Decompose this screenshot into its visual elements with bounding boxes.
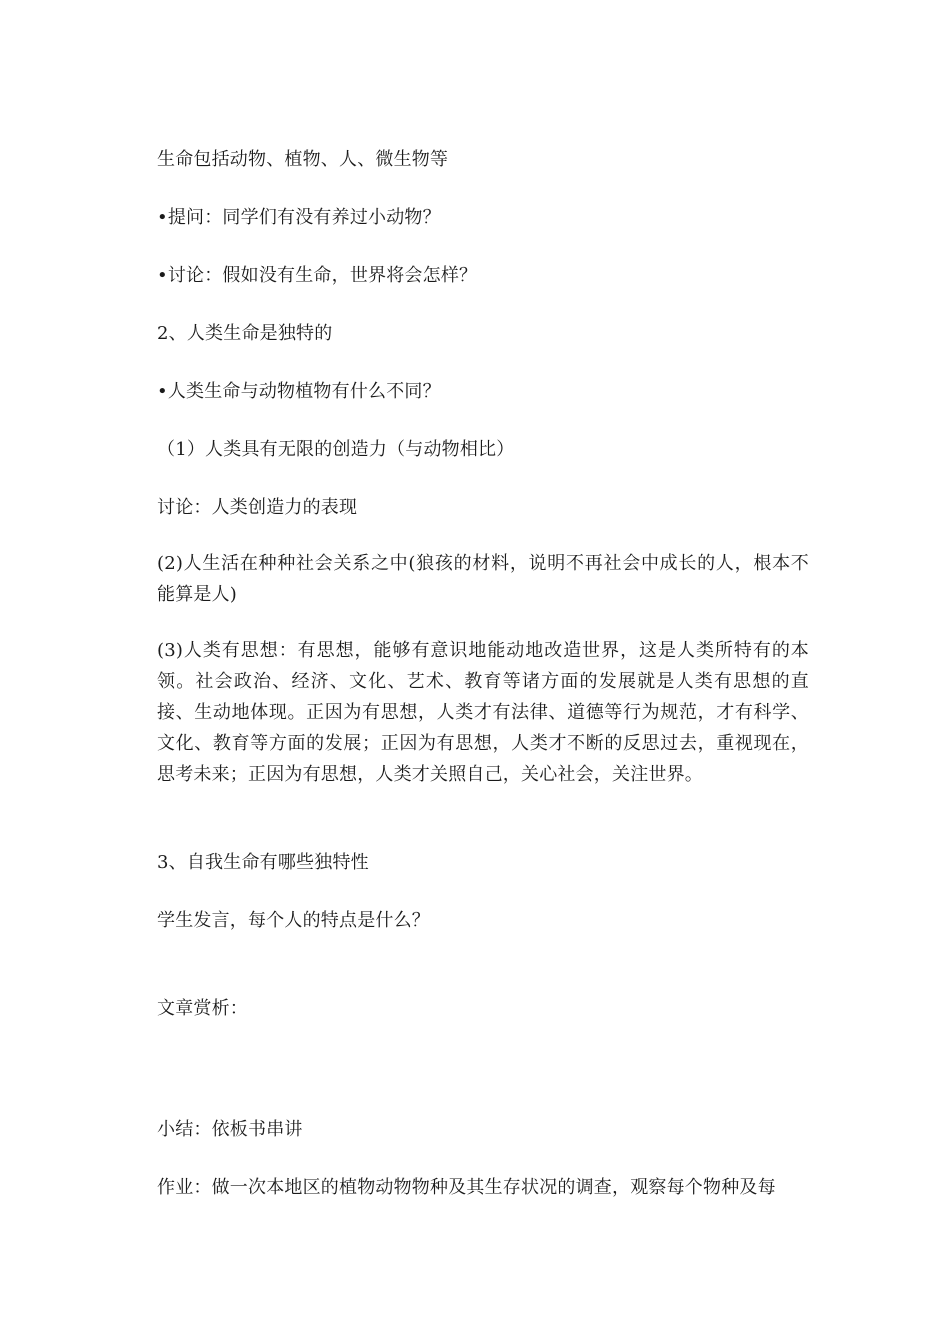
paragraph-homework: 作业：做一次本地区的植物动物物种及其生存状况的调查，观察每个物种及每 [157,1177,776,1198]
paragraph-student-speech: 学生发言，每个人的特点是什么？ [157,910,430,931]
paragraph-article-appreciation: 文章赏析： [157,998,248,1019]
paragraph-human-vs-animals: •人类生命与动物植物有什么不同？ [157,381,441,402]
section-heading-self-life-uniqueness: 3、自我生命有哪些独特性 [157,852,369,873]
paragraph-discussion-no-life: •讨论：假如没有生命，世界将会怎样？ [157,265,478,286]
paragraph-point-3-thought: (3)人类有思想：有思想，能够有意识地能动地改造世界，这是人类所特有的本领。社会政治、经济、文化、艺术、教育等诸方面的发展就是人类有思想的直接、生动地体现。正因为有思想，人类才有法律、道德等行为规范，才有科学、文化、教育等方面的发展；正因为有思想，人类才不断的反思过去，重视现在，思考未来；正因为有思想，人类才关照自己，关心社会，关注世界。 [157,640,809,785]
paragraph-question-pets: •提问：同学们有没有养过小动物？ [157,207,441,228]
paragraph-summary: 小结：依板书串讲 [157,1119,303,1140]
paragraph-point-2-social-relations: (2)人生活在种种社会关系之中(狼孩的材料，说明不再社会中成长的人，根本不能算是人) [157,553,809,605]
section-heading-human-life-unique: 2、人类生命是独特的 [157,323,333,344]
paragraph-discussion-creativity: 讨论：人类创造力的表现 [157,497,358,518]
paragraph-point-1-creativity: （1）人类具有无限的创造力（与动物相比） [157,439,515,460]
paragraph-life-includes: 生命包括动物、植物、人、微生物等 [157,149,449,170]
document-body [157,144,809,1203]
